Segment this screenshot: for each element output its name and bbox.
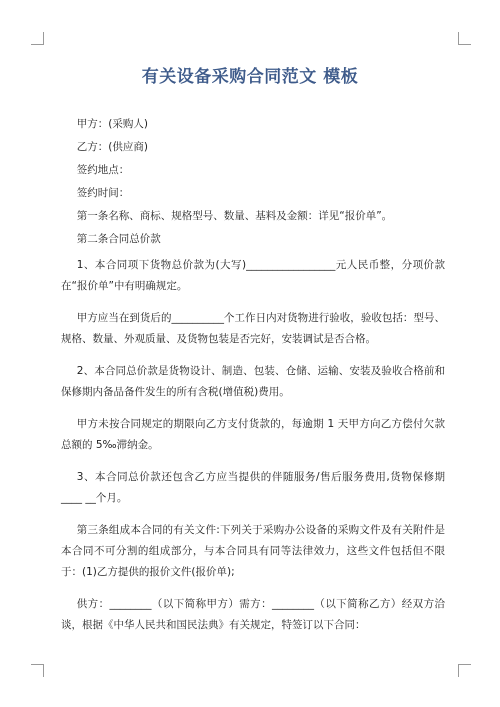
late-payment-paragraph: 甲方未按合同规定的期限向乙方支付货款的，每逾期 1 天甲方向乙方偿付欠款总额的 5‰滞纳金。	[61, 418, 445, 451]
price-scope-paragraph: 2、本合同总价款是货物设计、制造、包装、仓储、运输、安装及验收合格前和保修期内备品备件发生的所有含税(增值税)费用。	[61, 365, 445, 398]
article-3-paragraph: 第三条组成本合同的有关文件:下列关于采购办公设备的采购文件及有关附件是本合同不可分割的组成部分，与本合同具有同等法律效力，这些文件包括但不限于：(1)乙方提供的报价文件(报价单);	[61, 524, 445, 578]
crop-mark-top-left	[31, 32, 44, 45]
crop-mark-bottom-left	[31, 664, 44, 677]
signing-place-line: 签约地点：	[76, 164, 130, 176]
warranty-paragraph: 3、本合同总价款还包含乙方应当提供的伴随服务/售后服务费用,货物保修期____ __个月。	[61, 471, 445, 504]
document-title: 有关设备采购合同范文 模板	[141, 67, 359, 87]
article-1-paragraph: 第一条名称、商标、规格型号、数量、基料及金额：详见“报价单”。	[76, 210, 393, 222]
crop-mark-top-right	[458, 32, 471, 45]
parties-intro-paragraph: 供方：________（以下简称甲方）需方：________（以下简称乙方）经双方洽谈，根据《中华人民共和国民法典》有关规定，特签订以下合同：	[61, 598, 445, 631]
signing-time-line: 签约时间：	[76, 187, 130, 199]
total-price-paragraph: 1、本合同项下货物总价款为(大写)_________________元人民币整，分项价款在“报价单”中有明确规定。	[61, 259, 445, 292]
party-a-line: 甲方：(采购人)	[76, 118, 148, 130]
acceptance-paragraph: 甲方应当在到货后的__________个工作日内对货物进行验收，验收包括：型号、规格、数量、外观质量、及货物包装是否完好，安装调试是否合格。	[61, 312, 445, 345]
crop-mark-bottom-right	[458, 664, 471, 677]
document-body	[61, 114, 445, 641]
party-b-line: 乙方：(供应商)	[76, 141, 148, 153]
article-2-heading: 第二条合同总价款	[76, 233, 161, 245]
